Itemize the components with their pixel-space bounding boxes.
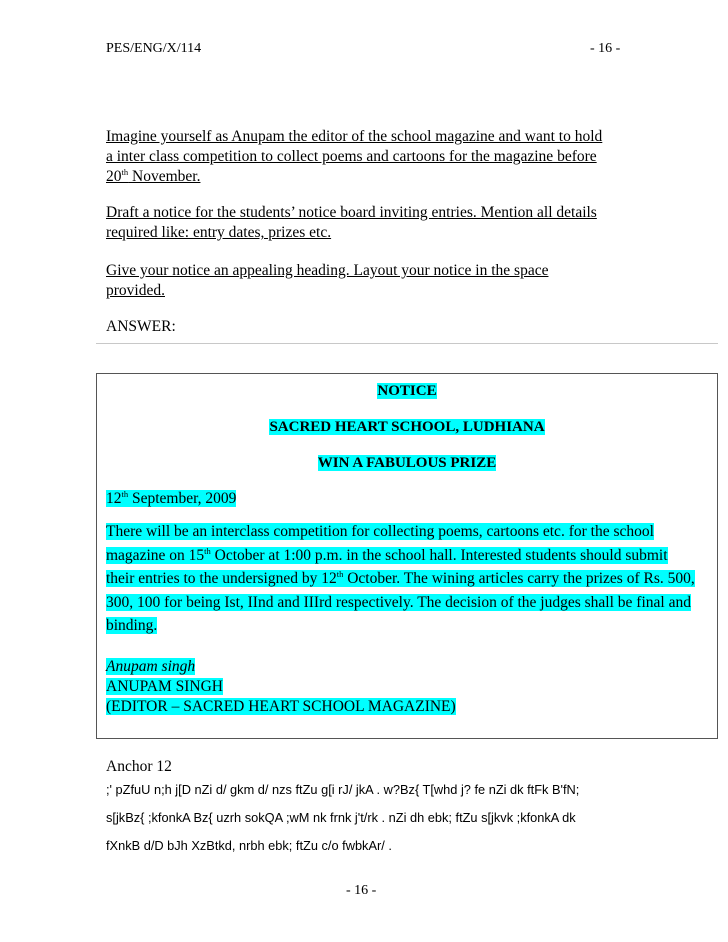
question-line [106, 167, 602, 187]
school-name-wrap [96, 419, 718, 436]
notice-tagline-wrap [96, 455, 718, 472]
date-number: 20 [106, 168, 122, 185]
signature-name: ANUPAM SINGH [106, 678, 223, 695]
anchor-line-3: fXnkB d/D bJh XzBtkd, nrbh ebk; ftZu c/o fwbkAr/ . [106, 838, 392, 853]
question-line: Imagine yourself as Anupam the editor of the school magazine and want to hold [106, 128, 603, 145]
notice-tagline: WIN A FABULOUS PRIZE [317, 455, 497, 471]
ordinal-suffix: th [121, 166, 129, 177]
school-name: SACRED HEART SCHOOL, LUDHIANA [269, 419, 545, 435]
date-rest: September, 2009 [128, 490, 237, 507]
signature-italic: Anupam singh [106, 658, 196, 675]
question-paragraph-3 [106, 261, 548, 301]
signature-role: (EDITOR – SACRED HEART SCHOOL MAGAZINE) [106, 698, 456, 715]
question-line: required like: entry dates, prizes etc. [106, 224, 332, 241]
question-line: a inter class competition to collect poems and cartoons for the magazine before [106, 148, 597, 165]
notice-title: NOTICE [377, 383, 437, 399]
document-code: PES/ENG/X/114 [106, 41, 202, 56]
notice-body: There will be an interclass competition for collecting poems, cartoons etc. for the school magazine on 15th October at 1:00 p.m. in the school hall. Interested students should submit their entries to the undersigned by 12th October. The wining articles carry the prizes of Rs. 500, 300, 100 for being Ist, IInd and IIIrd respectively. The decision of the judges shall be final and binding. [106, 523, 695, 635]
question-line: Give your notice an appealing heading. Layout your notice in the space [106, 262, 549, 279]
anchor-line-1: ;' pZfuU n;h j[D nZi d/ gkm d/ nzs ftZu g[i rJ/ jkA . w?Bz{ T[whd j? fe nZi dk ftFk B'fN; [106, 782, 580, 797]
question-paragraph-2 [106, 203, 597, 243]
question-line: Draft a notice for the students’ notice board inviting entries. Mention all details [106, 204, 597, 221]
anchor-label: Anchor 12 [106, 758, 172, 775]
question-paragraph-1 [106, 127, 602, 187]
date-day: 12 [106, 490, 122, 507]
notice-date [106, 490, 236, 508]
date-month: November. [128, 168, 201, 185]
notice-title-wrap [96, 383, 718, 400]
footer-page-number: - 16 - [346, 883, 377, 898]
signature-italic-wrap [106, 657, 195, 677]
question-line: provided. [106, 282, 165, 299]
header-page-number: - 16 - [590, 41, 621, 56]
anchor-line-2: s[jkBz{ ;kfonkA Bz{ uzrh sokQA ;wM nk frnk j't/rk . nZi dh ebk; ftZu s[jkvk ;kfonkA dk [106, 810, 576, 825]
ordinal-suffix: th [121, 488, 129, 499]
separator-line [96, 343, 718, 344]
answer-label: ANSWER: [106, 318, 176, 335]
signature-name-wrap [106, 677, 223, 697]
signature-role-wrap [106, 697, 456, 717]
